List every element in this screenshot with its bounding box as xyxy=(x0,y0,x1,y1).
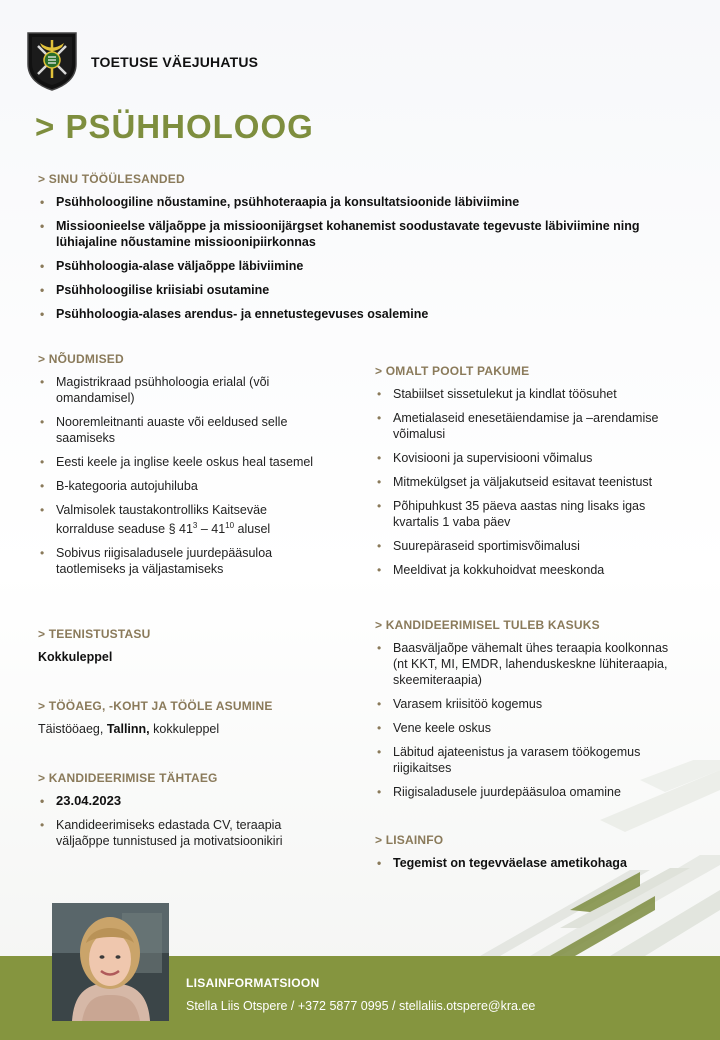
deadline-note: • Kandideerimiseks edastada CV, teraapia väljaõppe tunnistused ja motivatsioonikiri xyxy=(38,817,318,849)
offer-heading: > OMALT POOLT PAKUME xyxy=(375,364,530,378)
worktime-type: Täistööaeg, xyxy=(38,722,104,736)
list-item: • Ametialaseid enesetäiendamise ja –arendamise võimalusi xyxy=(375,410,670,442)
salary-value: Kokkuleppel xyxy=(38,650,113,664)
deadline-list xyxy=(38,793,318,849)
list-item: • Meeldivat ja kokkuhoidvat meeskonda xyxy=(375,562,670,578)
list-item: • Kovisiooni ja supervisiooni võimalus xyxy=(375,450,670,466)
list-item: • Riigisaladusele juurdepääsuloa omamine xyxy=(375,784,685,800)
deadline-date: • 23.04.2023 xyxy=(38,793,318,809)
page-title: > PSÜHHOLOOG xyxy=(35,108,314,145)
list-item: • Psühholoogia-alase väljaõppe läbiviimine xyxy=(38,258,668,274)
list-item: • Mitmekülgset ja väljakutseid esitavat teenistust xyxy=(375,474,670,490)
list-item: • Missioonieelse väljaõppe ja missioonijärgset kohanemist soodustavate tegevuste läbiviimine ning lühiajaline nõustamine missioonipiirkonnas xyxy=(38,218,668,250)
list-item: • Varasem kriisitöö kogemus xyxy=(375,696,685,712)
background-check-text: Valmisolek taustakontrolliks Kaitseväe korralduse seaduse § 41 xyxy=(56,503,267,537)
worktime-start: kokkuleppel xyxy=(153,722,220,736)
list-item: • Eesti keele ja inglise keele oskus heal tasemel xyxy=(38,454,318,470)
superscript: 3 xyxy=(192,521,198,530)
list-item-background-check xyxy=(38,502,318,537)
worktime-location: Tallinn, xyxy=(106,722,150,736)
superscript: 10 xyxy=(225,521,235,530)
extra-section xyxy=(375,833,675,879)
background-check-text: alusel xyxy=(234,522,271,537)
requirements-list xyxy=(38,374,318,577)
list-item: • Stabiilset sissetulekut ja kindlat töösuhet xyxy=(375,386,670,402)
offer-list xyxy=(375,386,670,578)
list-item: • B-kategooria autojuhiluba xyxy=(38,478,318,494)
requirements-section xyxy=(38,352,318,585)
deadline-heading: > KANDIDEERIMISE TÄHTAEG xyxy=(38,771,218,785)
background-check-text: – 41 xyxy=(197,522,226,537)
contact-person-photo xyxy=(52,903,169,1021)
requirements-heading: > NÕUDMISED xyxy=(38,352,124,366)
list-item: • Läbitud ajateenistus ja varasem töökogemus riigikaitses xyxy=(375,744,685,776)
list-item: • Psühholoogiline nõustamine, psühhoteraapia ja konsultatsioonide läbiviimine xyxy=(38,194,668,210)
list-item: • Baasväljaõpe vähemalt ühes teraapia koolkonnas (nt KKT, MI, EMDR, lahenduskeskne lühiteraapia, skeemiteraapia) xyxy=(375,640,685,688)
worktime-heading: > TÖÖAEG, -KOHT JA TÖÖLE ASUMINE xyxy=(38,699,273,713)
footer-contact: Stella Liis Otspere / +372 5877 0995 / stellaliis.otspere@kra.ee xyxy=(186,999,536,1013)
salary-heading: > TEENISTUSTASU xyxy=(38,627,151,641)
extra-list xyxy=(375,855,675,871)
list-item: • Magistrikraad psühholoogia erialal (või omandamisel) xyxy=(38,374,318,406)
list-item: • Sobivus riigisaladusele juurdepääsuloa taotlemiseks ja väljastamiseks xyxy=(38,545,318,577)
extra-heading: > LISAINFO xyxy=(375,833,444,847)
advantages-heading: > KANDIDEERIMISEL TULEB KASUKS xyxy=(375,618,600,632)
footer-title: LISAINFORMATSIOON xyxy=(186,976,320,990)
salary-section xyxy=(38,627,318,665)
list-item: • Põhipuhkust 35 päeva aastas ning lisaks igas kvartalis 1 vaba päev xyxy=(375,498,670,530)
deadline-section xyxy=(38,771,318,857)
organization-name: TOETUSE VÄEJUHATUS xyxy=(91,54,259,70)
crest-logo-icon xyxy=(25,30,79,92)
duties-heading: > SINU TÖÖÜLESANDED xyxy=(38,172,185,186)
list-item: • Vene keele oskus xyxy=(375,720,685,736)
offer-section xyxy=(375,364,670,586)
duties-section xyxy=(38,172,668,330)
list-item: • Nooremleitnanti auaste või eeldused selle saamiseks xyxy=(38,414,318,446)
worktime-value xyxy=(38,721,328,737)
list-item: • Psühholoogilise kriisiabi osutamine xyxy=(38,282,668,298)
list-item: • Tegemist on tegevväelase ametikohaga xyxy=(375,855,675,871)
duties-list xyxy=(38,194,668,322)
list-item: • Suurepäraseid sportimisvõimalusi xyxy=(375,538,670,554)
worktime-section xyxy=(38,699,328,737)
list-item: • Psühholoogia-alases arendus- ja ennetustegevuses osalemine xyxy=(38,306,668,322)
